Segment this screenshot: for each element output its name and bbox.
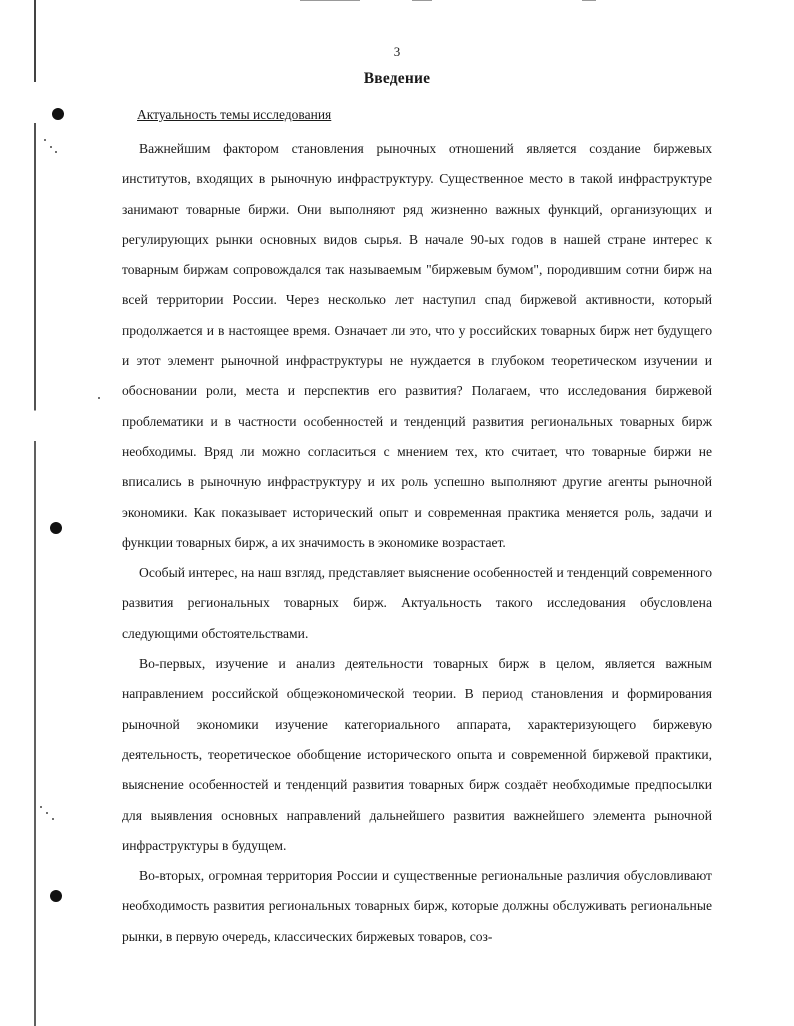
- punch-hole-3: [50, 890, 62, 902]
- section-subheading: Актуальность темы исследования: [137, 107, 332, 122]
- scan-speck: [44, 139, 46, 141]
- scan-speck: [46, 812, 48, 814]
- scan-speck: [50, 146, 52, 148]
- scan-speck: [55, 151, 57, 153]
- page-number: 3: [393, 44, 401, 59]
- paragraph-1: Важнейшим фактором становления рыночных отношений является создание биржевых институтов, входящих в рыночную инфраструктуру. Существенное место в такой инфраструктуре занимают товарные биржи. Они выполняют ряд жизненно важных функций, организующих и регулирующих рынки основных видов сырья. В начале 90-ых годов в нашей стране интерес к товарным биржам сопровождался так называемым "биржевым бумом", породившим сотни бирж на всей территории России. Через несколько лет наступил спад биржевой активности, который продолжается и в настоящее время. Означает ли это, что у российских товарных бирж нет будущего и этот элемент рыночной инфраструктуры не нуждается в глубоком теоретическом изучении и обосновании роли, места и перспектив его развития? Полагаем, что исследования биржевой проблематики и в частности особенностей и тенденций развития региональных товарных бирж необходимы. Вряд ли можно согласиться с мнением тех, кто считает, что товарные биржи не вписались в рыночную инфраструктуру и их роль успешно выполняют другие агенты рыночной экономики. Как показывает исторический опыт и современная практика меняется роль, задачи и функции товарных бирж, а их значимость в экономике возрастает.: [122, 141, 712, 550]
- scan-speck: [52, 818, 54, 820]
- scan-artifact-top-3: [582, 0, 596, 1]
- scan-edge-left: [34, 0, 36, 1026]
- scan-artifact-top-2: [412, 0, 432, 1]
- scan-artifact-top-1: [300, 0, 360, 1]
- scan-speck: [40, 806, 42, 808]
- paragraph-4: Во-вторых, огромная территория России и существенные региональные различия обусловливают необходимость развития региональных товарных бирж, которые должны обслуживать региональные рынки, в первую очередь, классических биржевых товаров, соз-: [122, 868, 712, 944]
- body-text: [122, 134, 712, 952]
- punch-hole-1: [52, 108, 64, 120]
- paragraph-2: Особый интерес, на наш взгляд, представляет выяснение особенностей и тенденций современного развития региональных товарных бирж. Актуальность такого исследования обусловлена следующими обстоятельствами.: [122, 565, 712, 641]
- punch-hole-2: [50, 522, 62, 534]
- section-heading: Введение: [363, 70, 431, 87]
- scan-speck: [98, 397, 100, 399]
- paragraph-3: Во-первых, изучение и анализ деятельности товарных бирж в целом, является важным направлением российской общеэкономической теории. В период становления и формирования рыночной экономики изучение категориального аппарата, характеризующего биржевую деятельность, теоретическое обобщение исторического опыта и современной биржевой практики, выяснение особенностей и тенденций развития товарных бирж создаёт необходимые предпосылки для выявления основных направлений дальнейшего развития важнейшего элемента рыночной инфраструктуры в будущем.: [122, 656, 712, 853]
